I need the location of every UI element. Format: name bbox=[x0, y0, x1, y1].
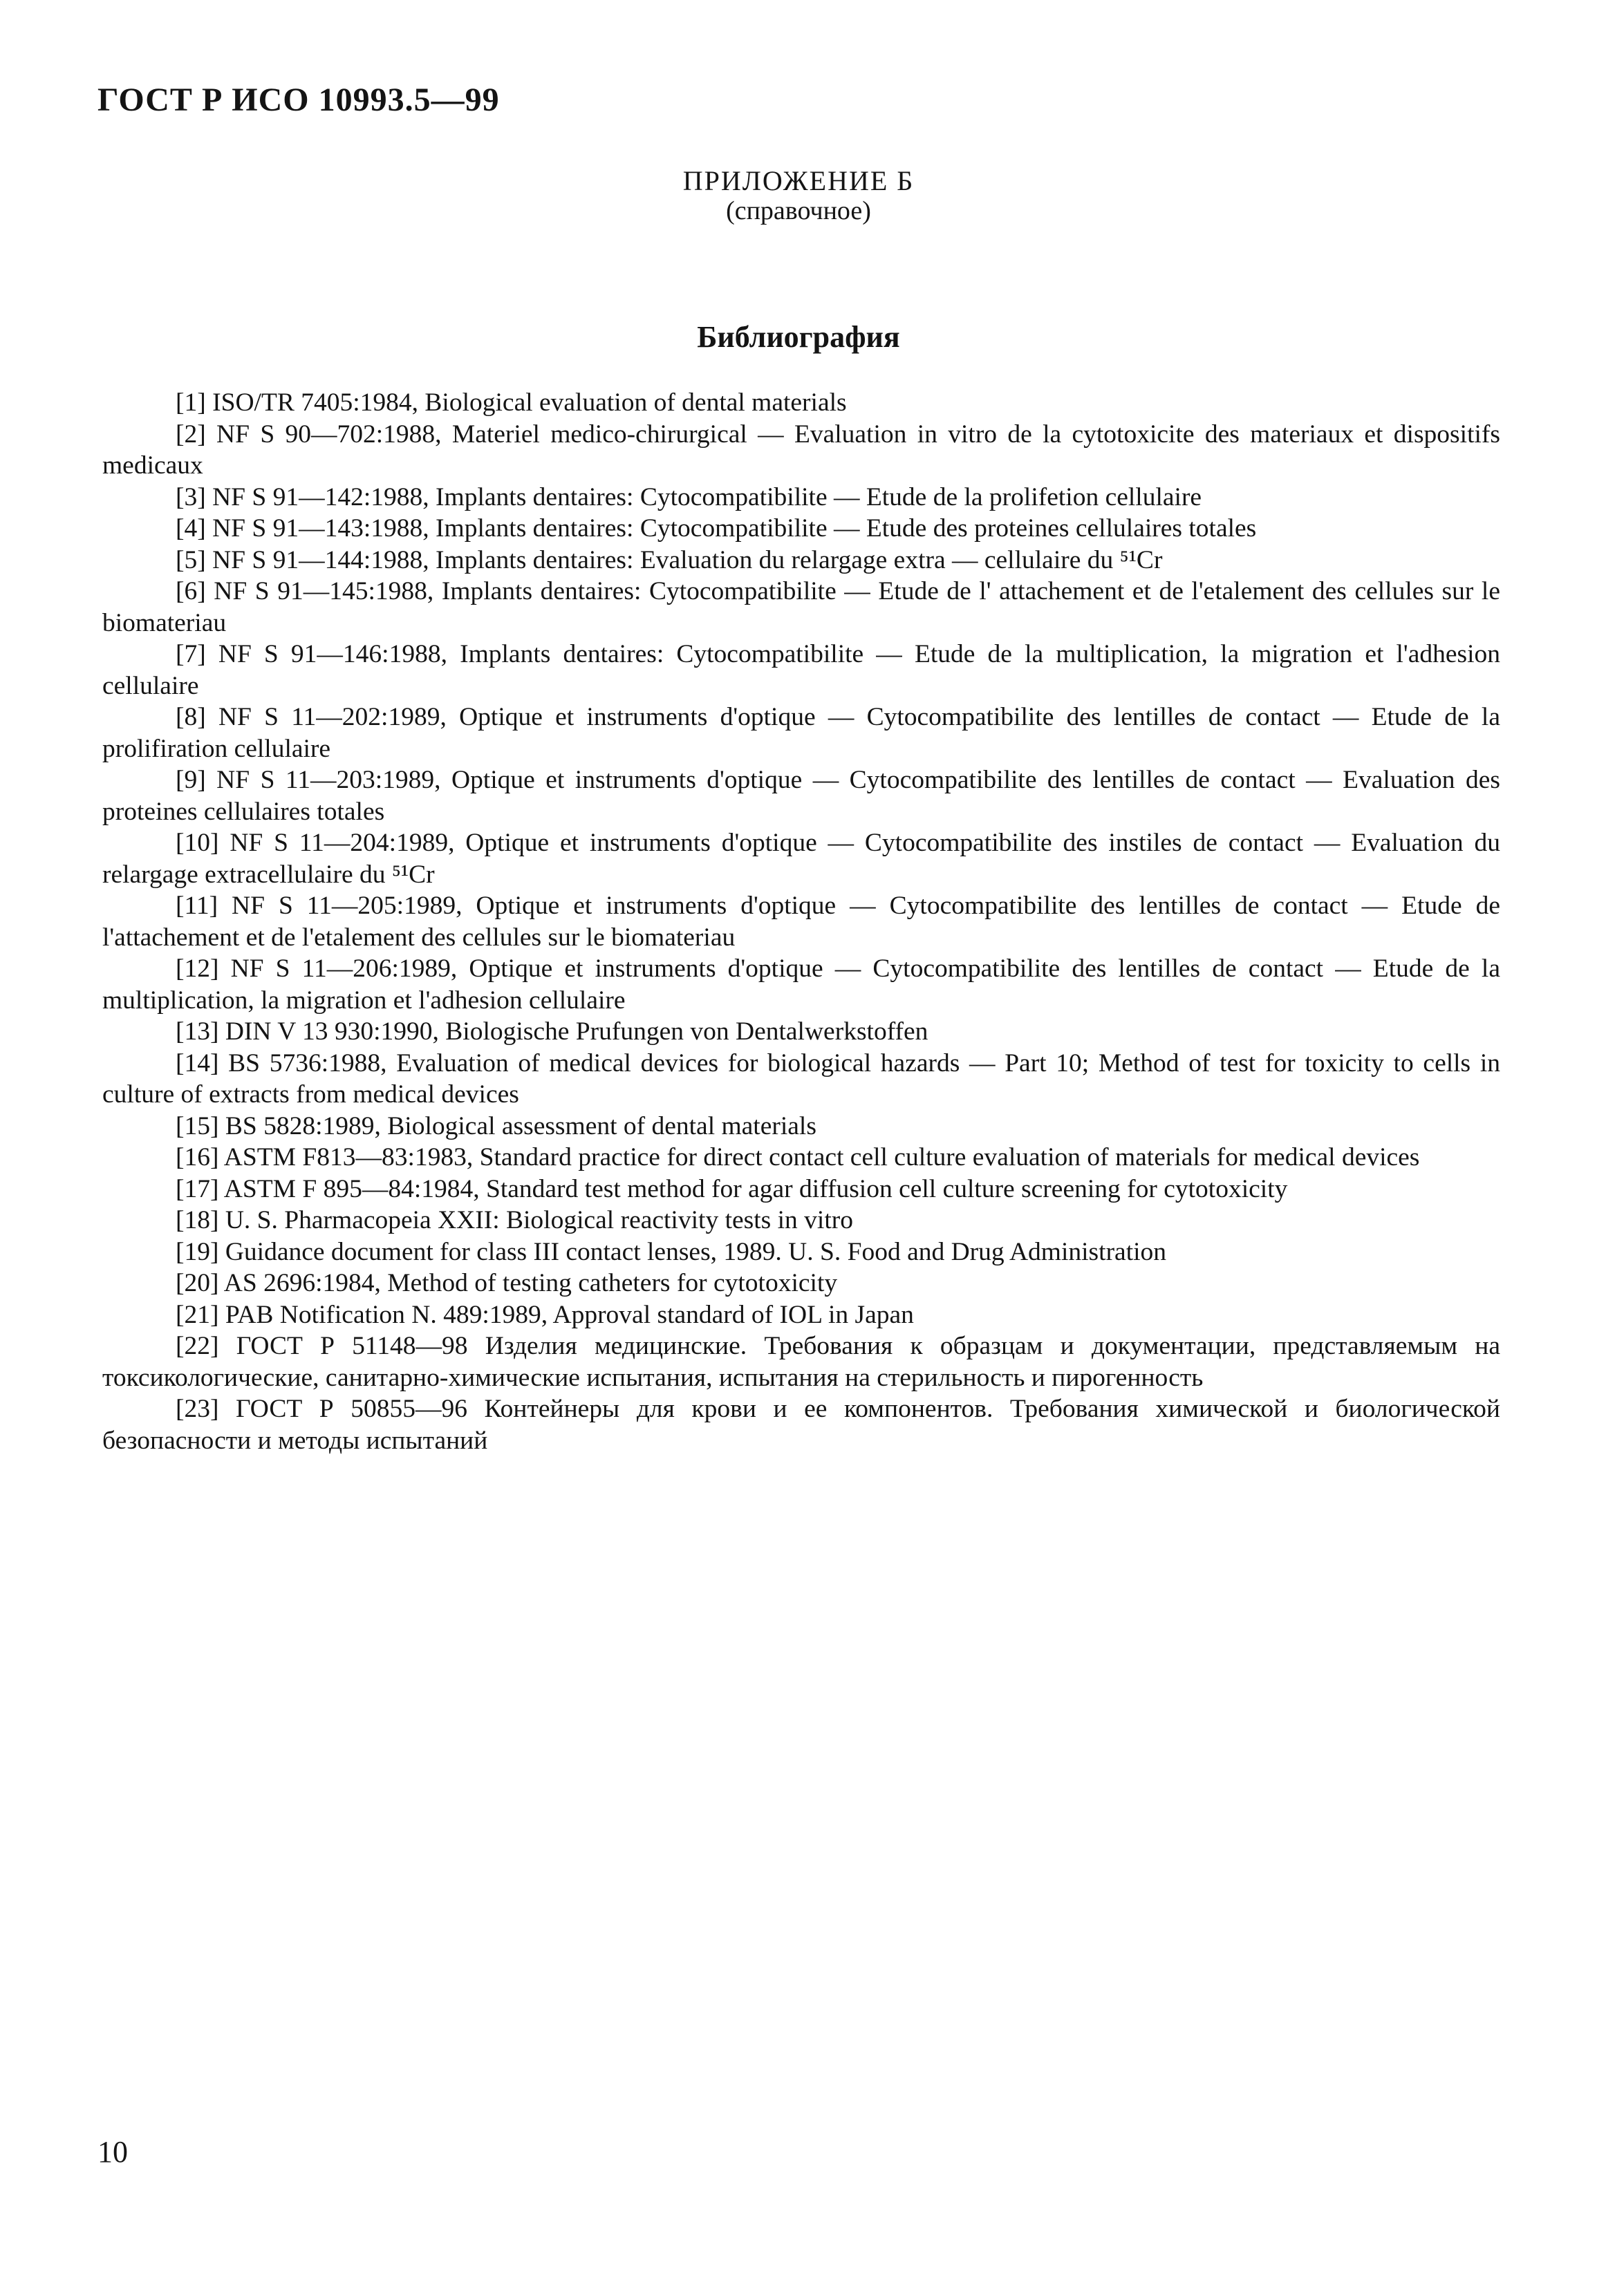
reference-item: [22] ГОСТ Р 51148—98 Изделия медицинские. Требования к образцам и документации, представляемым на токсикологические, санитарно-химические испытания, испытания на стерильность и пирогенность bbox=[102, 1332, 1500, 1392]
reference-item: [5] NF S 91—144:1988, Implants dentaires: Evaluation du relargage extra — cellulaire du ⁵¹Cr bbox=[176, 545, 1163, 574]
page-number: 10 bbox=[97, 2135, 128, 2169]
reference-item: [18] U. S. Pharmacopeia XXII: Biological reactivity tests in vitro bbox=[176, 1206, 853, 1234]
reference-item: [3] NF S 91—142:1988, Implants dentaires: Cytocompatibilite — Etude de la prolifetion cellulaire bbox=[176, 482, 1202, 511]
appendix-title: ПРИЛОЖЕНИЕ Б bbox=[682, 165, 915, 196]
reference-list bbox=[102, 387, 1500, 1456]
reference-item: [21] PAB Notification N. 489:1989, Approval standard of IOL in Japan bbox=[176, 1300, 914, 1329]
reference-item: [16] ASTM F813—83:1983, Standard practice for direct contact cell culture evaluation of materials for medical devices bbox=[176, 1143, 1420, 1171]
reference-item: [9] NF S 11—203:1989, Optique et instruments d'optique — Cytocompatibilite des lentilles de contact — Evaluation des proteines cellulaires totales bbox=[102, 766, 1500, 826]
reference-item: [17] ASTM F 895—84:1984, Standard test method for agar diffusion cell culture screening for cytotoxicity bbox=[176, 1174, 1288, 1203]
reference-item: [19] Guidance document for class III contact lenses, 1989. U. S. Food and Drug Administration bbox=[176, 1237, 1167, 1266]
reference-item: [13] DIN V 13 930:1990, Biologische Prufungen von Dentalwerkstoffen bbox=[176, 1017, 928, 1046]
reference-item: [1] ISO/TR 7405:1984, Biological evaluation of dental materials bbox=[176, 388, 847, 417]
reference-item: [11] NF S 11—205:1989, Optique et instruments d'optique — Cytocompatibilite des lentilles de contact — Etude de l'attachement et de l'etalement des cellules sur le biomateriau bbox=[102, 892, 1500, 952]
reference-item: [7] NF S 91—146:1988, Implants dentaires: Cytocompatibilite — Etude de la multiplication, la migration et l'adhesion cellulaire bbox=[102, 640, 1500, 700]
reference-item: [15] BS 5828:1989, Biological assessment of dental materials bbox=[176, 1111, 816, 1140]
reference-item: [4] NF S 91—143:1988, Implants dentaires: Cytocompatibilite — Etude des proteines cellulaires totales bbox=[176, 514, 1257, 543]
reference-item: [20] AS 2696:1984, Method of testing catheters for cytotoxicity bbox=[176, 1269, 838, 1297]
reference-item: [14] BS 5736:1988, Evaluation of medical devices for biological hazards — Part 10; Method of test for toxicity to cells in culture of extracts from medical devices bbox=[102, 1048, 1500, 1109]
document-header: ГОСТ Р ИСО 10993.5—99 bbox=[97, 82, 500, 118]
reference-item: [23] ГОСТ Р 50855—96 Контейнеры для крови и ее компонентов. Требования химической и биологической безопасности и методы испытаний bbox=[102, 1395, 1500, 1455]
reference-item: [6] NF S 91—145:1988, Implants dentaires: Cytocompatibilite — Etude de l' attachement et de l'etalement des cellules sur le biomateriau bbox=[102, 577, 1500, 637]
reference-item: [10] NF S 11—204:1989, Optique et instruments d'optique — Cytocompatibilite des instiles de contact — Evaluation du relargage extracellulaire du ⁵¹Cr bbox=[102, 829, 1500, 889]
reference-item: [8] NF S 11—202:1989, Optique et instruments d'optique — Cytocompatibilite des lentilles de contact — Etude de la prolifiration cellulaire bbox=[102, 703, 1500, 763]
reference-item: [2] NF S 90—702:1988, Materiel medico-chirurgical — Evaluation in vitro de la cytotoxicite des materiaux et dispositifs medicaux bbox=[102, 420, 1500, 480]
section-title: Библиография bbox=[697, 320, 900, 354]
appendix-subtitle: (справочное) bbox=[726, 196, 871, 225]
reference-item: [12] NF S 11—206:1989, Optique et instruments d'optique — Cytocompatibilite des lentilles de contact — Etude de la multiplication, la migration et l'adhesion cellulaire bbox=[102, 954, 1500, 1015]
